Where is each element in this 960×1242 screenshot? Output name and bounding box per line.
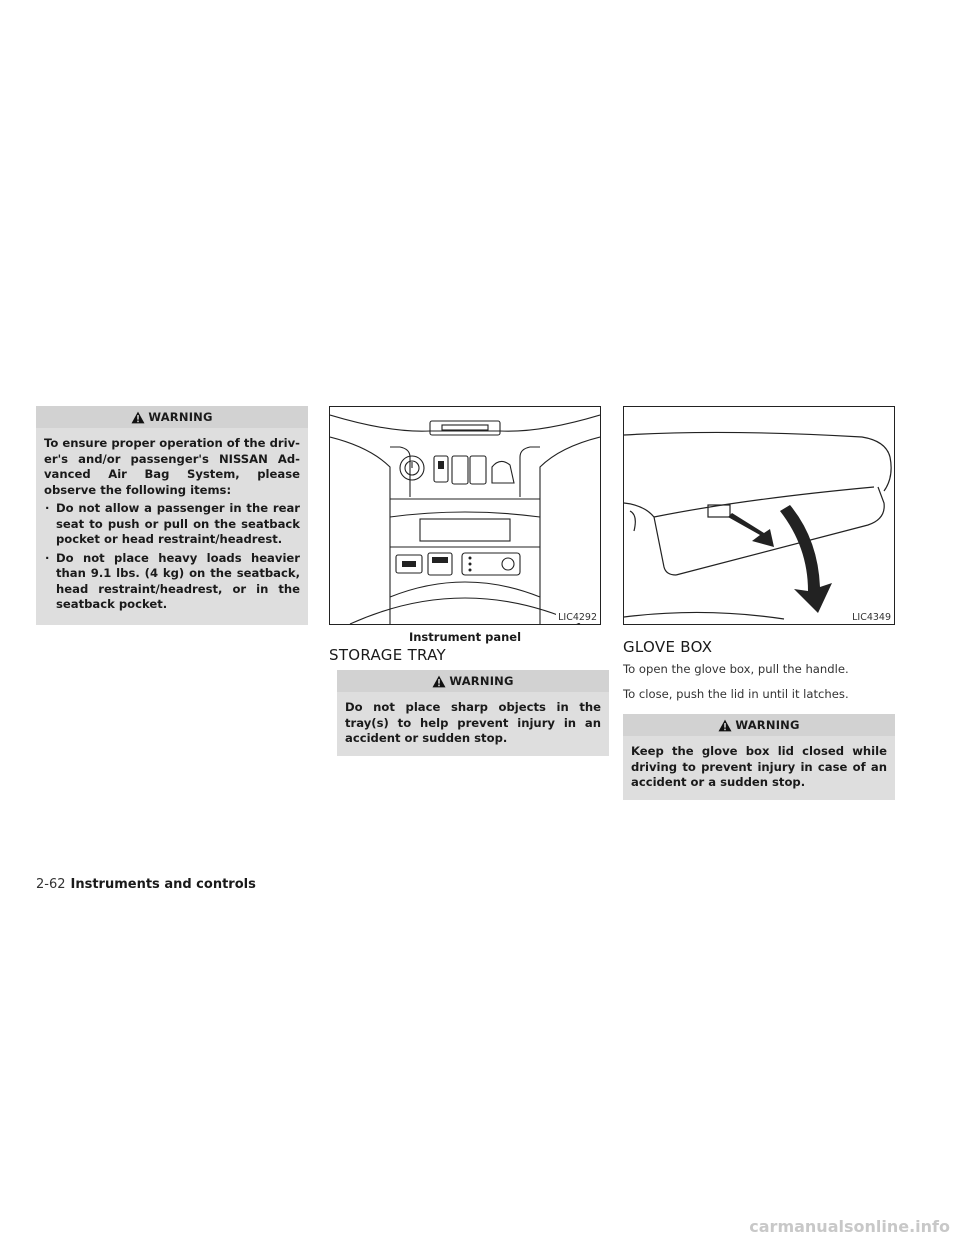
page-number: 2-62 — [36, 877, 66, 892]
airbag-warning-box — [36, 406, 308, 625]
chapter-title: Instruments and controls — [70, 877, 256, 892]
figure-caption: Instrument panel — [408, 630, 522, 644]
warning-list — [44, 501, 300, 613]
warning-text: Do not place sharp objects in the tray(s) to help prevent injury in an accident or sudden stop. — [345, 700, 601, 745]
section-title: GLOVE BOX — [623, 638, 713, 656]
column-middle — [329, 406, 601, 756]
warning-header — [623, 714, 895, 736]
body-paragraph: To close, push the lid in until it latches. — [623, 687, 849, 701]
section-title: STORAGE TRAY — [329, 646, 447, 664]
warning-header — [337, 670, 609, 692]
glove-box-warning-box — [623, 714, 895, 800]
watermark[interactable]: carmanualsonline.info — [749, 1217, 950, 1236]
figure-code: LIC4292 — [558, 612, 597, 623]
column-left — [36, 406, 308, 625]
glove-box-illustration — [624, 407, 894, 624]
figure-code: LIC4349 — [852, 612, 891, 623]
warning-triangle-icon — [718, 719, 732, 732]
column-right — [623, 406, 895, 800]
warning-label: WARNING — [148, 410, 213, 424]
warning-label: WARNING — [449, 674, 514, 688]
storage-tray-warning-box — [337, 670, 609, 756]
instrument-panel-figure — [329, 406, 601, 625]
warning-item: · Do not allow a passenger in the rear seat to push or pull on the seatback pocket or head restraint/headrest. — [44, 501, 300, 548]
warning-label: WARNING — [735, 718, 800, 732]
warning-item: · Do not place heavy loads heavier than 9.1 lbs. (4 kg) on the seatback, head restraint/headrest, or in the seatback pocket. — [44, 551, 300, 613]
glove-box-figure — [623, 406, 895, 625]
warning-triangle-icon — [131, 411, 145, 424]
page-footer — [36, 877, 256, 892]
warning-intro: To ensure proper operation of the driv- er's and/or passenger's NISSAN Ad- vanced Air Bag System, please observe the following items: — [44, 436, 300, 497]
body-paragraph: To open the glove box, pull the handle. — [623, 662, 849, 676]
warning-text: Keep the glove box lid closed while driving to prevent injury in case of an accident or a sudden stop. — [631, 744, 887, 789]
warning-triangle-icon — [432, 675, 446, 688]
warning-header — [36, 406, 308, 428]
instrument-panel-illustration — [330, 407, 600, 624]
